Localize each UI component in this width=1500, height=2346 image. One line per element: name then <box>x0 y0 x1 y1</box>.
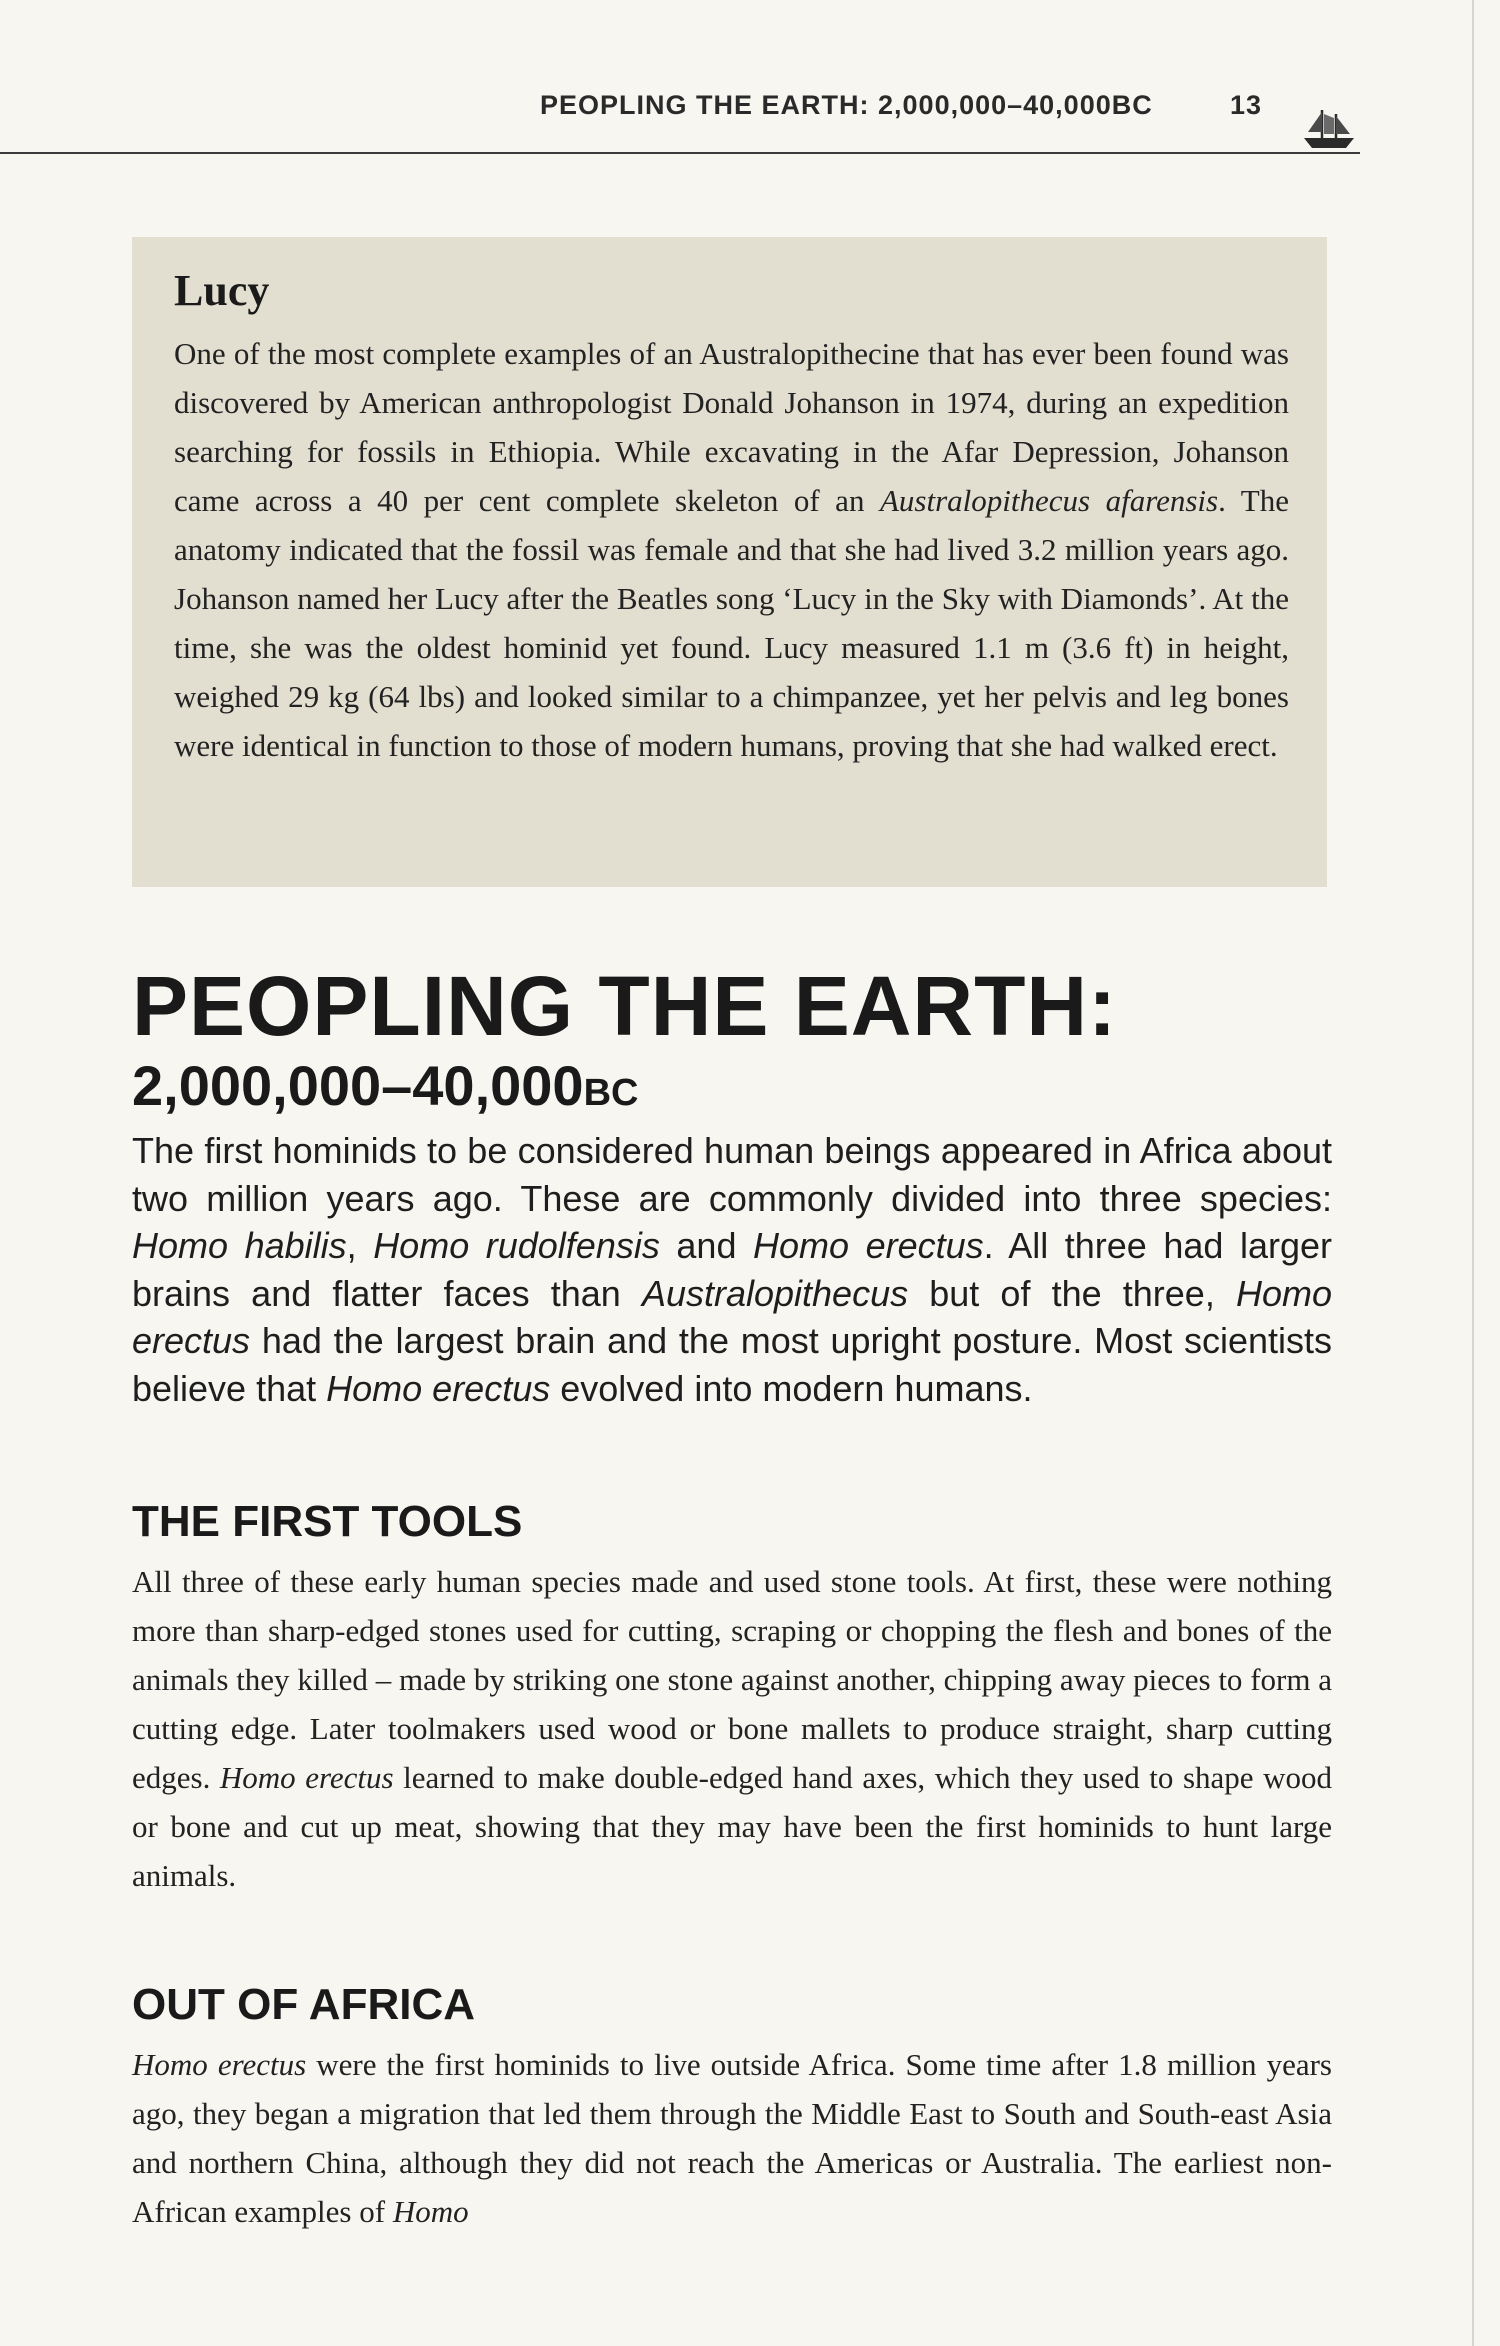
sidebar-box-body <box>174 329 1289 770</box>
text-run: . All three had larger brains and flatter faces than <box>132 1225 1332 1314</box>
sidebar-box <box>132 237 1327 887</box>
italic-run: Homo erectus <box>132 1272 1332 1361</box>
section-body-out-of-africa <box>132 2040 1332 2236</box>
text-run: were the first hominids to live outside Africa. Some time after 1.8 million years ago, they began a migration that led them through the Middle East to South and South-east Asia and northern China, although they did not reach the Americas or Australia. The earliest non-African examples of <box>132 2047 1332 2229</box>
text-run: but of the three, <box>908 1272 1236 1314</box>
italic-run: Australopithecus afarensis <box>879 483 1219 518</box>
section-heading-first-tools: THE FIRST TOOLS <box>132 1497 523 1546</box>
running-head <box>540 90 1263 121</box>
sidebar-box-title: Lucy <box>174 266 270 315</box>
page-edge <box>1472 0 1474 2346</box>
text-run: , <box>346 1225 374 1266</box>
italic-run: Homo erectus <box>132 2047 307 2082</box>
italic-run: Homo habilis <box>132 1225 347 1266</box>
italic-run: Homo erectus <box>219 1760 394 1795</box>
chapter-subtitle-dates: 2,000,000–40,000 <box>132 1054 584 1117</box>
text-run: One of the most complete examples of an Australopithecine that has ever been found was discovered by American anthropologist Donald Johanson in 1974, during an expedition searching for fossils in Ethiopia. While excavating in the Afar Depression, Johanson came across a 40 per cent complete skeleton of an <box>174 336 1289 518</box>
italic-run: Australopithecus <box>641 1272 909 1314</box>
section-body-first-tools <box>132 1557 1332 1900</box>
ship-icon <box>1300 104 1358 152</box>
text-run: evolved into modern humans. <box>550 1367 1033 1409</box>
text-run: had the largest brain and the most upright posture. Most scientists believe that <box>132 1320 1332 1409</box>
chapter-subtitle <box>132 1053 638 1118</box>
chapter-title: PEOPLING THE EARTH: <box>132 959 1118 1053</box>
text-run: . The anatomy indicated that the fossil was female and that she had lived 3.2 million years ago. Johanson named her Lucy after the Beatles song ‘Lucy in the Sky with Diamonds’. At the time, she was the oldest hominid yet found. Lucy measured 1.1 m (3.6 ft) in height, weighed 29 kg (64 lbs) and looked similar to a chimpanzee, yet her pelvis and leg bones were identical in function to those of modern humans, proving that she had walked erect. <box>174 483 1290 763</box>
text-run: and <box>659 1225 754 1266</box>
italic-run: Homo erectus <box>326 1367 551 1409</box>
page-number: 13 <box>1230 90 1263 120</box>
italic-run: Homo erectus <box>753 1225 984 1266</box>
section-heading-out-of-africa: OUT OF AFRICA <box>132 1980 475 2029</box>
running-head-title: PEOPLING THE EARTH: 2,000,000–40,000BC <box>540 90 1153 120</box>
text-run: learned to make double-edged hand axes, which they used to shape wood or bone and cut up meat, showing that they may have been the first hominids to hunt large animals. <box>132 1760 1332 1893</box>
text-run: All three of these early human species made and used stone tools. At first, these were nothing more than sharp-edged stones used for cutting, scraping or chopping the flesh and bones of the animals they killed – made by striking one stone against another, chipping away pieces to form a cutting edge. Later toolmakers used wood or bone mallets to produce straight, sharp cutting edges. <box>132 1564 1332 1795</box>
italic-run: Homo <box>392 2194 469 2229</box>
chapter-intro <box>132 1127 1332 1412</box>
chapter-subtitle-era: BC <box>583 1072 639 1114</box>
italic-run: Homo rudolfensis <box>373 1225 660 1266</box>
header-rule <box>0 152 1360 154</box>
text-run: The first hominids to be considered human beings appeared in Africa about two million years ago. These are commonly divided into three species: <box>132 1130 1332 1219</box>
